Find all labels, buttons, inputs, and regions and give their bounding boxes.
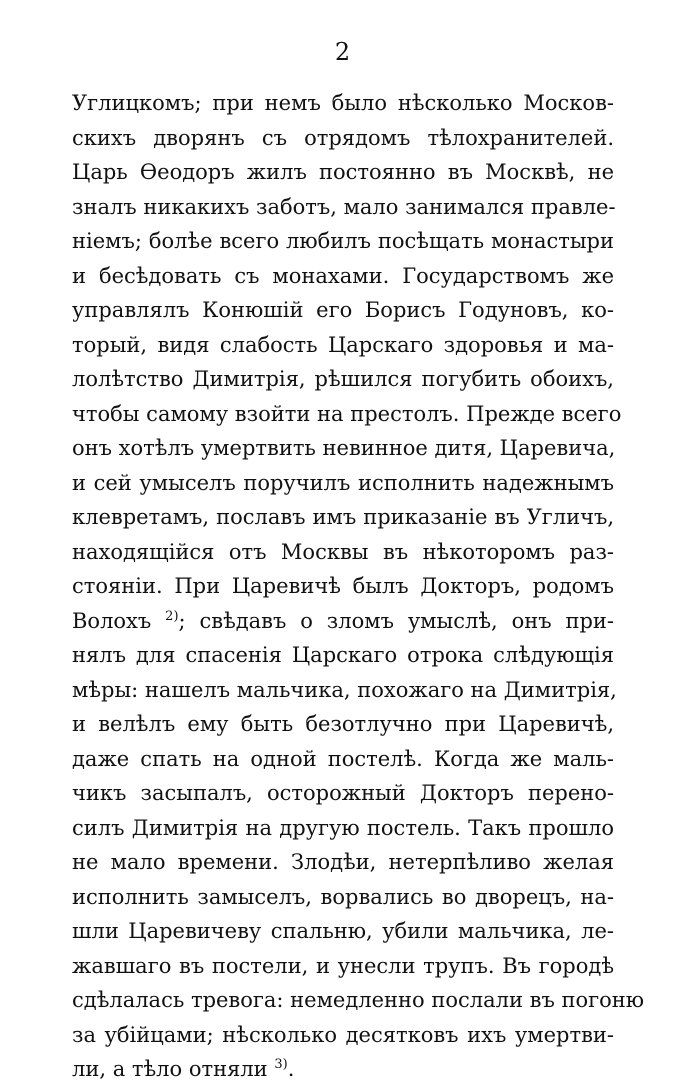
text-line: лолѣтство Димитрія, рѣшился погубить обоихъ, <box>72 367 614 391</box>
text-line: стояніи. При Царевичѣ былъ Докторъ, родомъ <box>72 574 614 598</box>
text-line: и бесѣдовать съ монахами. Государствомъ же <box>72 263 614 288</box>
text-fragment: ли, а тѣло отняли <box>72 1057 268 1081</box>
text-line: сдѣлалась тревога: немедленно послали въ погоню <box>72 988 645 1012</box>
text-fragment: Волохъ <box>72 608 152 633</box>
text-line: скихъ дворянъ съ отрядомъ тѣлохранителей. <box>72 125 614 150</box>
text-line: шли Царевичеву спальню, убили мальчика, ле- <box>72 919 614 943</box>
text-line-with-footnote <box>72 604 614 639</box>
text-line: Углицкомъ; при немъ было нѣсколько Москов- <box>72 91 614 115</box>
text-line: и сей умыселъ поручилъ исполнить надежнымъ <box>72 470 614 495</box>
text-line: за убійцами; нѣсколько десятковъ ихъ умертви- <box>72 1022 614 1047</box>
text-fragment: . <box>287 1057 295 1081</box>
footnote-ref-3: 3) <box>274 1057 288 1072</box>
text-line: исполнить замыселъ, ворвались во дворецъ, на- <box>72 884 614 909</box>
text-fragment: ; свѣдавъ о зломъ умыслѣ, онъ при- <box>178 608 614 633</box>
text-line: находящійся отъ Москвы въ нѣкоторомъ раз- <box>72 539 614 564</box>
body-text <box>72 86 645 1087</box>
text-line: силъ Димитрія на другую постель. Такъ прошло <box>72 815 614 840</box>
text-line: и велѣлъ ему быть безотлучно при Царевичѣ, <box>72 712 614 736</box>
text-line-with-footnote <box>72 1052 614 1087</box>
text-line: зналъ никакихъ заботъ, мало занимался правле- <box>72 194 616 219</box>
text-line: чтобы самому взойти на престолъ. Прежде всего <box>72 401 622 426</box>
text-line: онъ хотѣлъ умертвить невинное дитя, Царевича, <box>72 436 616 460</box>
text-line: нялъ для спасенія Царскаго отрока слѣдующія <box>72 643 614 667</box>
text-line: не мало времени. Злодѣи, нетерпѣливо желая <box>72 850 614 874</box>
text-line: клевретамъ, пославъ имъ приказаніе въ Угличъ, <box>72 505 614 529</box>
footnote-ref-2: 2) <box>165 608 179 624</box>
text-line: чикъ засыпалъ, осторожный Докторъ перено- <box>72 781 614 805</box>
text-line: жавшаго въ постели, и унесли трупъ. Въ городѣ <box>72 953 614 978</box>
text-line: управлялъ Конюшій его Борисъ Годуновъ, ко- <box>72 298 614 322</box>
page-number: 2 <box>334 38 351 66</box>
text-line: ніемъ; болѣе всего любилъ посѣщать монастыри <box>72 229 614 253</box>
text-line: Царь Ѳеодоръ жилъ постоянно въ Москвѣ, не <box>72 160 614 184</box>
text-line: торый, видя слабость Царскаго здоровья и ма- <box>72 332 614 357</box>
text-line: мѣры: нашелъ мальчика, похожаго на Димитрія, <box>72 677 617 702</box>
text-line: даже спать на одной постелѣ. Когда же маль- <box>72 746 614 771</box>
